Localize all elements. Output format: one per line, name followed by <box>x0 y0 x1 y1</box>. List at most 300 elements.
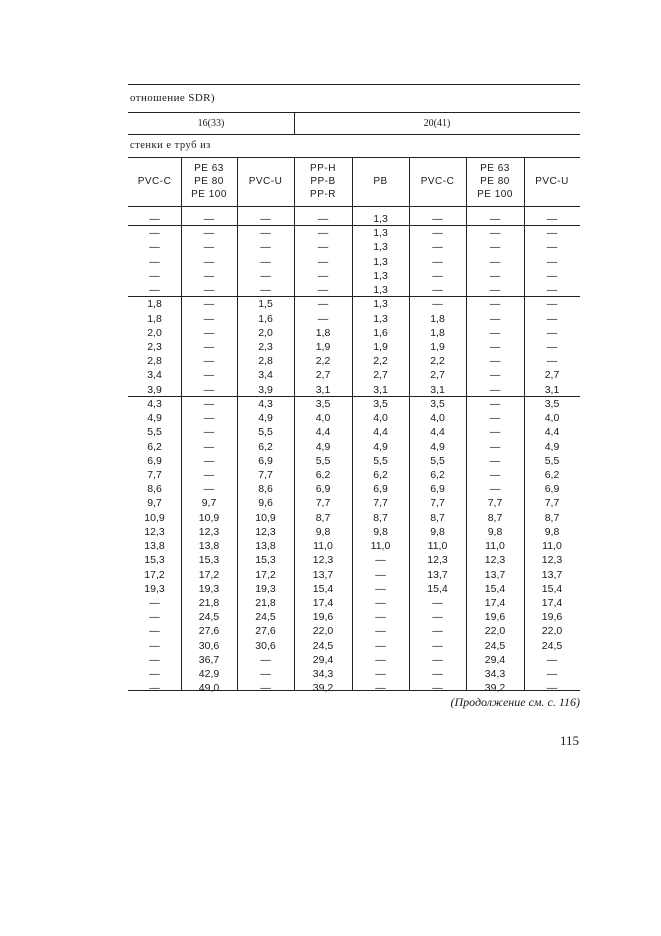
table-cell: — <box>203 241 215 254</box>
column-header <box>524 158 580 205</box>
table-cell: 15,4 <box>541 582 563 595</box>
column-header <box>237 158 294 205</box>
top-rule <box>128 84 580 85</box>
page-number: 115 <box>560 733 580 748</box>
table-cell: 2,0 <box>258 326 273 339</box>
table-cell: — <box>260 682 271 695</box>
table-cell: 2,7 <box>544 369 560 382</box>
table-row <box>128 326 580 340</box>
table-cell: — <box>260 255 271 268</box>
row-rule <box>128 296 580 297</box>
table-cell: 2,2 <box>315 355 331 368</box>
row-rule <box>128 225 580 226</box>
table-cell: — <box>317 312 329 325</box>
table-cell: — <box>489 269 501 282</box>
table-cell: 2,7 <box>315 369 331 382</box>
table-cell: 1,8 <box>430 312 445 325</box>
table-cell: 1,3 <box>373 298 388 311</box>
table-cell: 1,5 <box>258 298 273 311</box>
table-cell: 1,3 <box>373 269 388 282</box>
table-cell: 4,3 <box>258 397 273 410</box>
table-cell: — <box>546 241 558 254</box>
table-cell: — <box>546 668 558 681</box>
table-cell: 5,5 <box>258 426 273 439</box>
table-cell: — <box>489 340 501 353</box>
table-cell: — <box>260 284 271 297</box>
wall-caption: стенки e труб из <box>130 140 211 151</box>
table-cell: — <box>489 312 501 325</box>
table-cell: 24,5 <box>541 639 563 652</box>
column-header <box>409 158 466 205</box>
table-cell: 12,3 <box>312 554 334 567</box>
table-cell: — <box>317 255 329 268</box>
table-cell: — <box>375 582 386 595</box>
table-cell: — <box>432 653 443 666</box>
table-cell: 3,5 <box>430 397 445 410</box>
column-header <box>128 158 181 205</box>
table-cell: 7,7 <box>487 497 503 510</box>
column-header-line: PVC-C <box>137 176 172 187</box>
table-cell: 4,0 <box>315 412 331 425</box>
table-cell: 2,3 <box>147 340 162 353</box>
table-cell: 7,7 <box>147 468 162 481</box>
table-cell: — <box>546 653 558 666</box>
table-cell: 9,6 <box>258 497 273 510</box>
table-cell: 8,6 <box>258 483 273 496</box>
column-header-line: PE 100 <box>191 189 227 200</box>
rule-sdr-bottom <box>128 134 580 135</box>
table-cell: 2,8 <box>147 355 162 368</box>
table-cell: 3,4 <box>258 369 273 382</box>
table-cell: 10,9 <box>198 511 220 524</box>
table-cell: 4,0 <box>430 412 445 425</box>
table-cell: — <box>432 625 443 638</box>
table-cell: — <box>149 255 160 268</box>
table-cell: 21,8 <box>198 596 220 609</box>
table-row <box>128 440 580 454</box>
table-cell: — <box>432 241 443 254</box>
column-header-line: PE 63 <box>194 163 224 174</box>
table-row <box>128 496 580 510</box>
table-cell: 9,8 <box>544 525 560 538</box>
table-cell: 22,0 <box>541 625 563 638</box>
table-cell: — <box>203 397 215 410</box>
table-cell: 8,7 <box>487 511 503 524</box>
table-cell: — <box>260 269 271 282</box>
table-cell: 4,0 <box>373 412 388 425</box>
table-cell: 17,2 <box>255 568 276 581</box>
table-cell: 4,9 <box>430 440 445 453</box>
table-row <box>128 368 580 382</box>
table-cell: 2,7 <box>430 369 445 382</box>
table-cell: — <box>489 213 501 225</box>
table-cell: 3,9 <box>258 383 273 396</box>
table-cell: 19,6 <box>312 611 334 624</box>
table-cell: 1,3 <box>373 284 388 297</box>
table-cell: — <box>432 269 443 282</box>
table-cell: 1,6 <box>258 312 273 325</box>
table-cell: 4,0 <box>544 412 560 425</box>
table-row <box>128 539 580 553</box>
table-row <box>128 582 580 596</box>
table-cell: 4,9 <box>544 440 560 453</box>
table-cell: — <box>432 213 443 225</box>
column-header-line: PVC-U <box>535 176 569 187</box>
table-cell: — <box>317 298 329 311</box>
table-cell: — <box>317 269 329 282</box>
table-cell: 36,7 <box>198 653 220 666</box>
table-cell: 8,7 <box>544 511 560 524</box>
table-cell: 19,3 <box>144 582 165 595</box>
table-cell: — <box>432 639 443 652</box>
table-cell: 6,9 <box>315 483 331 496</box>
table-cell: 11,0 <box>485 540 505 553</box>
continuation-note: (Продолжение см. с. 116) <box>450 695 580 709</box>
table-row <box>128 397 580 411</box>
table-cell: 13,8 <box>198 540 220 553</box>
table-cell: 27,6 <box>198 625 220 638</box>
table-cell: — <box>203 213 215 225</box>
table-cell: 24,5 <box>198 611 220 624</box>
table-cell: 1,3 <box>373 312 388 325</box>
table-cell: 39,2 <box>484 682 506 695</box>
table-cell: 7,7 <box>544 497 560 510</box>
table-cell: 6,2 <box>147 440 162 453</box>
table-cell: — <box>203 440 215 453</box>
table-cell: 30,6 <box>255 639 276 652</box>
table-cell: 19,6 <box>541 611 563 624</box>
table-cell: 11,0 <box>427 540 448 553</box>
table-row <box>128 255 580 269</box>
table-cell: 3,5 <box>373 397 388 410</box>
table-cell: 3,1 <box>544 383 560 396</box>
table-cell: — <box>149 284 160 297</box>
table-cell: — <box>432 682 443 695</box>
table-cell: 6,2 <box>315 468 331 481</box>
table-cell: 19,6 <box>484 611 506 624</box>
table-cell: — <box>149 625 160 638</box>
table-cell: 24,5 <box>255 611 276 624</box>
table-cell: 39,2 <box>312 682 334 695</box>
sdr-divider <box>294 112 295 134</box>
table-cell: 30,6 <box>198 639 220 652</box>
table-cell: — <box>546 298 558 311</box>
table-cell: 9,7 <box>147 497 162 510</box>
column-header-line: PP-B <box>310 176 336 187</box>
table-cell: — <box>149 611 160 624</box>
table-cell: — <box>432 284 443 297</box>
column-header <box>466 158 524 205</box>
table-cell: 4,4 <box>430 426 445 439</box>
table-cell: 10,9 <box>255 511 276 524</box>
table-cell: — <box>203 284 215 297</box>
table-cell: 13,8 <box>255 540 276 553</box>
table-cell: 4,9 <box>258 412 273 425</box>
table-cell: 1,8 <box>315 326 331 339</box>
table-row <box>128 610 580 624</box>
table-cell: 3,1 <box>430 383 445 396</box>
table-cell: 4,4 <box>315 426 331 439</box>
table-cell: 6,2 <box>544 468 560 481</box>
table-row <box>128 511 580 525</box>
table-cell: 34,3 <box>484 668 506 681</box>
table-row <box>128 240 580 254</box>
table-cell: 15,3 <box>255 554 276 567</box>
table-cell: — <box>203 326 215 339</box>
table-cell: — <box>317 213 329 225</box>
table-cell: 6,9 <box>544 483 560 496</box>
table-cell: 2,0 <box>147 326 162 339</box>
table-cell: — <box>149 668 160 681</box>
table-row <box>128 482 580 496</box>
table-cell: 6,2 <box>430 468 445 481</box>
table-cell: 21,8 <box>255 596 276 609</box>
table-cell: 17,2 <box>144 568 165 581</box>
table-cell: — <box>375 682 386 695</box>
table-cell: — <box>432 255 443 268</box>
table-cell: 19,3 <box>255 582 276 595</box>
table-cell: — <box>546 284 558 297</box>
table-cell: 1,3 <box>373 213 388 225</box>
table-row <box>128 340 580 354</box>
table-cell: 12,3 <box>427 554 448 567</box>
table-cell: 17,4 <box>484 596 506 609</box>
table-cell: — <box>260 227 271 240</box>
table-cell: — <box>203 483 215 496</box>
table-cell: — <box>489 468 501 481</box>
table-cell: 5,5 <box>373 454 388 467</box>
table-cell: — <box>432 668 443 681</box>
table-cell: 6,9 <box>147 454 162 467</box>
table-cell: 9,7 <box>201 497 217 510</box>
table-cell: 12,3 <box>198 525 220 538</box>
table-cell: 4,9 <box>315 440 331 453</box>
table-cell: — <box>489 412 501 425</box>
table-cell: — <box>432 298 443 311</box>
table-cell: 3,1 <box>315 383 331 396</box>
table-cell: 6,2 <box>258 440 273 453</box>
table-cell: 4,9 <box>147 412 162 425</box>
sdr-left-label: 16(33) <box>197 118 225 129</box>
table-row <box>128 312 580 326</box>
table-cell: — <box>432 596 443 609</box>
table-cell: 7,7 <box>315 497 331 510</box>
table-cell: — <box>260 668 271 681</box>
table-cell: 3,1 <box>373 383 388 396</box>
table-cell: 5,5 <box>430 454 445 467</box>
column-header <box>181 158 237 205</box>
table-cell: 1,8 <box>147 298 162 311</box>
table-cell: 11,0 <box>370 540 391 553</box>
table-cell: — <box>546 227 558 240</box>
column-header-line: PB <box>373 176 388 187</box>
table-cell: 17,4 <box>312 596 334 609</box>
table-cell: 6,2 <box>373 468 388 481</box>
table-cell: 11,0 <box>313 540 333 553</box>
table-cell: 2,3 <box>258 340 273 353</box>
table-cell: — <box>149 653 160 666</box>
table-cell: — <box>546 682 558 695</box>
table-cell: 7,7 <box>258 468 273 481</box>
header-caption: отношение SDR) <box>130 92 215 104</box>
table-cell: 6,9 <box>430 483 445 496</box>
table-cell: 5,5 <box>315 454 331 467</box>
table-cell: — <box>489 355 501 368</box>
table-cell: 12,3 <box>484 554 506 567</box>
table-cell: — <box>317 284 329 297</box>
table-cell: 10,9 <box>144 511 165 524</box>
table-cell: — <box>489 298 501 311</box>
table-cell: 8,6 <box>147 483 162 496</box>
table-row <box>128 411 580 425</box>
table-cell: — <box>203 355 215 368</box>
table-cell: 7,7 <box>373 497 388 510</box>
table-row <box>128 269 580 283</box>
column-header-line: PVC-C <box>420 176 455 187</box>
table-row <box>128 383 580 397</box>
table-cell: — <box>203 426 215 439</box>
table-cell: 27,6 <box>255 625 276 638</box>
table-cell: 24,5 <box>312 639 334 652</box>
table-cell: 4,3 <box>147 397 162 410</box>
table-row <box>128 297 580 311</box>
column-header-line: PP-H <box>310 163 336 174</box>
table-cell: 15,4 <box>484 582 506 595</box>
table-cell: 11,0 <box>542 540 562 553</box>
table-cell: 22,0 <box>312 625 334 638</box>
column-header-line: PE 80 <box>194 176 224 187</box>
column-header-line: PE 80 <box>480 176 510 187</box>
table-row <box>128 667 580 681</box>
table-cell: 29,4 <box>484 653 506 666</box>
table-cell: 12,3 <box>541 554 563 567</box>
rule-sdr-top <box>128 112 580 113</box>
table-cell: 13,7 <box>312 568 334 581</box>
table-cell: — <box>489 227 501 240</box>
table-cell: 2,2 <box>373 355 388 368</box>
table-cell: — <box>489 255 501 268</box>
table-cell: — <box>149 682 160 695</box>
table-row <box>128 639 580 653</box>
table-cell: 8,7 <box>373 511 388 524</box>
table-cell: — <box>546 213 558 225</box>
table-cell: — <box>375 653 386 666</box>
table-cell: 4,9 <box>373 440 388 453</box>
table-cell: 3,4 <box>147 369 162 382</box>
column-header-line: PE 63 <box>480 163 510 174</box>
table-cell: 8,7 <box>315 511 331 524</box>
table-cell: 1,3 <box>373 227 388 240</box>
table-cell: — <box>149 596 160 609</box>
table-cell: 5,5 <box>544 454 560 467</box>
table-cell: 9,8 <box>430 525 445 538</box>
table-cell: 1,6 <box>373 326 388 339</box>
table-cell: 4,4 <box>373 426 388 439</box>
table-cell: 8,7 <box>430 511 445 524</box>
table-cell: — <box>375 611 386 624</box>
table-cell: — <box>546 269 558 282</box>
table-row <box>128 283 580 297</box>
table-cell: — <box>203 269 215 282</box>
column-header-line: PVC-U <box>248 176 283 187</box>
table-cell: 34,3 <box>312 668 334 681</box>
table-cell: 3,9 <box>147 383 162 396</box>
table-cell: — <box>203 340 215 353</box>
table-cell: 3,5 <box>544 397 560 410</box>
table-cell: — <box>149 241 160 254</box>
table-cell: — <box>489 326 501 339</box>
table-cell: 13,7 <box>541 568 563 581</box>
table-cell: 15,3 <box>144 554 165 567</box>
table-cell: 1,3 <box>373 255 388 268</box>
table-cell: 2,2 <box>430 355 445 368</box>
table-cell: 15,4 <box>427 582 448 595</box>
table-cell: — <box>149 227 160 240</box>
table-cell: 42,9 <box>198 668 220 681</box>
table-cell: 15,4 <box>312 582 334 595</box>
table-cell: — <box>203 312 215 325</box>
column-header-line: PP-R <box>310 189 336 200</box>
table-cell: — <box>375 668 386 681</box>
table-cell: 1,8 <box>430 326 445 339</box>
table-cell: — <box>375 639 386 652</box>
table-row <box>128 681 580 695</box>
table-cell: — <box>203 454 215 467</box>
table-cell: — <box>203 227 215 240</box>
table-row <box>128 354 580 368</box>
table-cell: 2,8 <box>258 355 273 368</box>
table-cell: 49,0 <box>198 682 220 695</box>
table-cell: — <box>546 355 558 368</box>
table-row <box>128 624 580 638</box>
table-cell: 12,3 <box>144 525 165 538</box>
column-header <box>294 158 352 205</box>
table-cell: 1,8 <box>147 312 162 325</box>
table-row <box>128 425 580 439</box>
table-cell: — <box>489 284 501 297</box>
table-cell: — <box>260 213 271 225</box>
table-row <box>128 468 580 482</box>
table-cell: — <box>203 468 215 481</box>
table-row <box>128 553 580 567</box>
table-cell: 1,3 <box>373 241 388 254</box>
table-cell: — <box>432 227 443 240</box>
sdr-right-label: 20(41) <box>423 118 451 129</box>
table-cell: 9,8 <box>373 525 388 538</box>
table-cell: — <box>203 412 215 425</box>
table-cell: 4,4 <box>544 426 560 439</box>
table-cell: — <box>546 312 558 325</box>
table-cell: 19,3 <box>198 582 220 595</box>
table-cell: — <box>546 326 558 339</box>
table-cell: — <box>489 454 501 467</box>
table-cell: 5,5 <box>147 426 162 439</box>
table-cell: 29,4 <box>312 653 334 666</box>
table-cell: — <box>489 241 501 254</box>
column-header <box>352 158 409 205</box>
table-cell: 13,7 <box>427 568 448 581</box>
table-cell: 22,0 <box>484 625 506 638</box>
table-cell: 13,8 <box>144 540 165 553</box>
table-cell: — <box>375 596 386 609</box>
table-cell: — <box>489 483 501 496</box>
table-cell: — <box>375 625 386 638</box>
table-cell: — <box>375 568 386 581</box>
table-cell: — <box>489 369 501 382</box>
table-cell: 9,8 <box>315 525 331 538</box>
table-row <box>128 226 580 240</box>
table-cell: — <box>260 653 271 666</box>
